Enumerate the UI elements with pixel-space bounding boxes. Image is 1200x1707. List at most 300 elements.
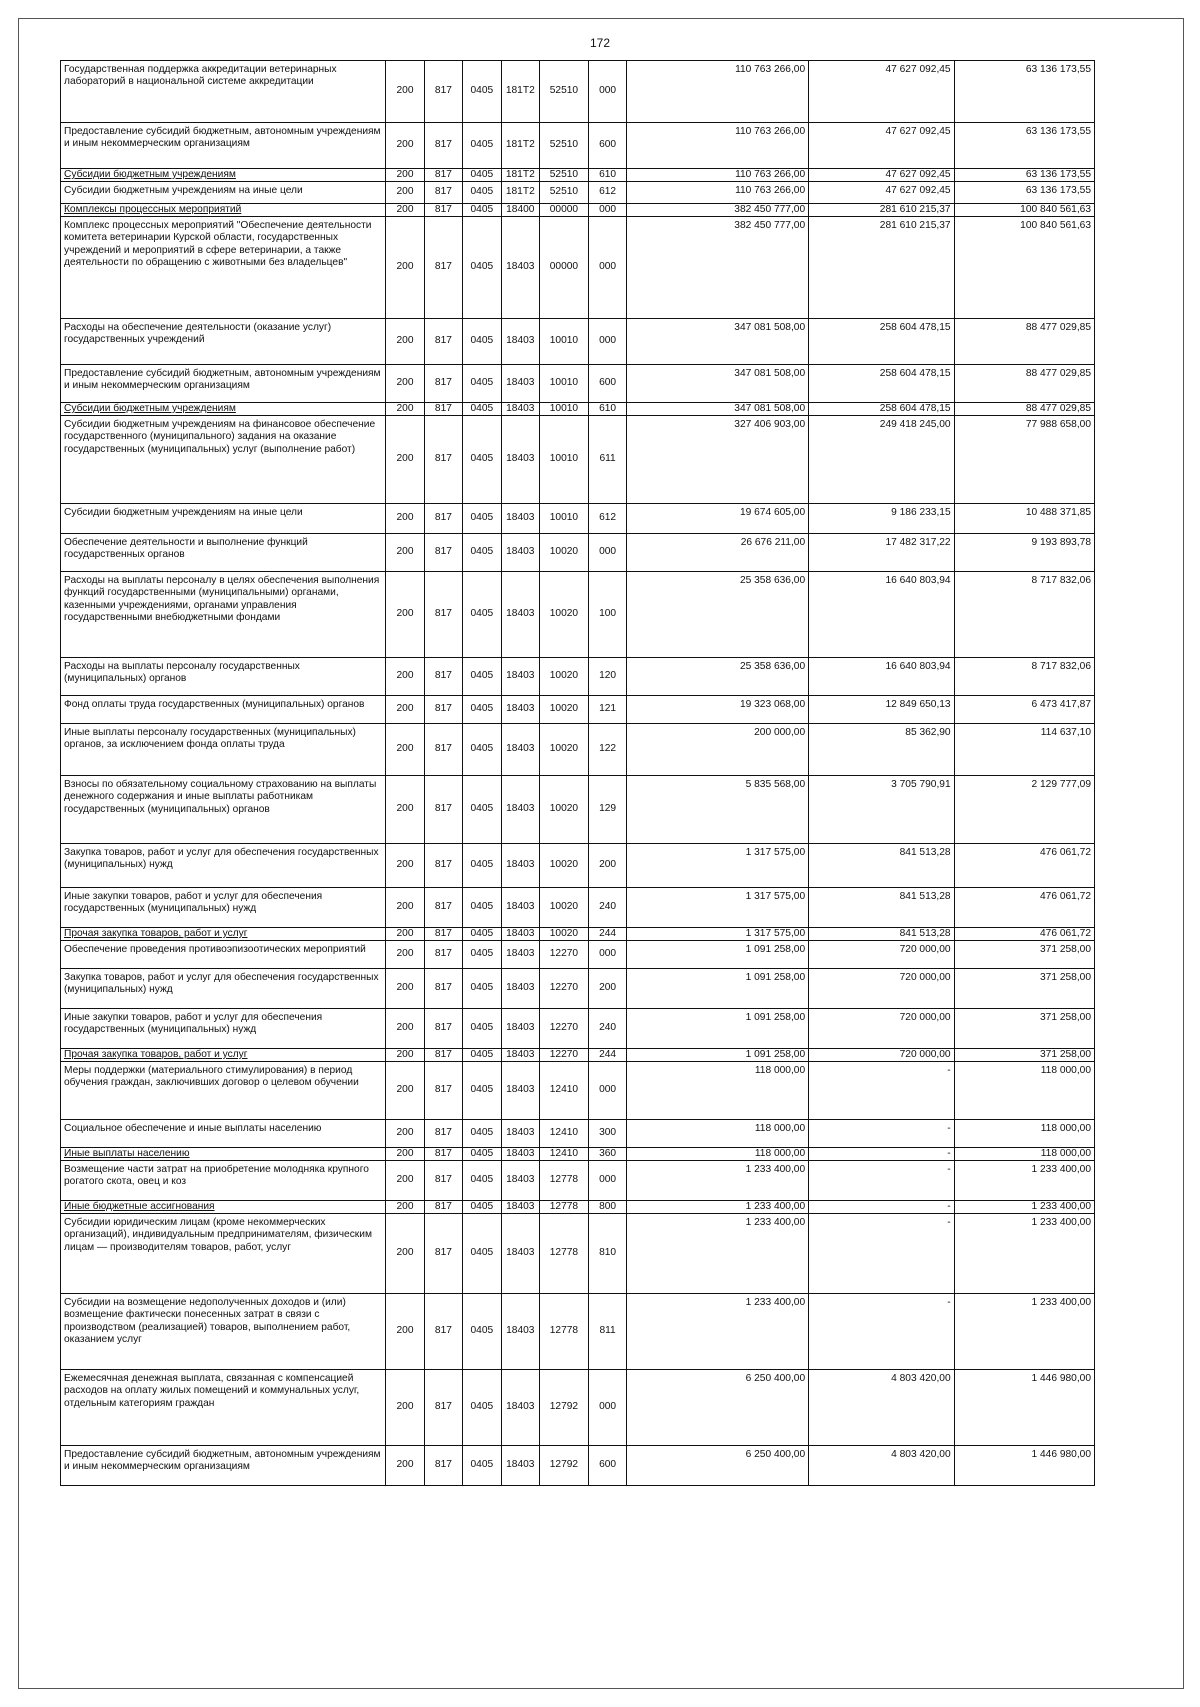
cell-direction: 10010 bbox=[540, 416, 589, 504]
cell-expense-type: 121 bbox=[588, 696, 626, 724]
cell-planned: 110 763 266,00 bbox=[627, 61, 809, 123]
cell-section: 200 bbox=[386, 928, 424, 941]
cell-executed: 47 627 092,45 bbox=[809, 169, 954, 182]
cell-name: Закупка товаров, работ и услуг для обеспечения государственных (муниципальных) нужд bbox=[61, 969, 386, 1009]
cell-planned: 347 081 508,00 bbox=[627, 319, 809, 365]
cell-section: 200 bbox=[386, 888, 424, 928]
cell-section: 200 bbox=[386, 941, 424, 969]
cell-executed: - bbox=[809, 1062, 954, 1120]
cell-name: Меры поддержки (материального стимулирования) в период обучения граждан, заключивших договор о целевом обучении bbox=[61, 1062, 386, 1120]
cell-remainder: 1 233 400,00 bbox=[954, 1161, 1094, 1201]
cell-name: Возмещение части затрат на приобретение молодняка крупного рогатого скота, овец и коз bbox=[61, 1161, 386, 1201]
cell-executed: - bbox=[809, 1201, 954, 1214]
table-row bbox=[61, 696, 1095, 724]
cell-section: 200 bbox=[386, 365, 424, 403]
cell-ministry: 817 bbox=[424, 61, 462, 123]
cell-executed: 841 513,28 bbox=[809, 928, 954, 941]
cell-name: Субсидии бюджетным учреждениям bbox=[61, 169, 386, 182]
cell-planned: 118 000,00 bbox=[627, 1148, 809, 1161]
cell-subsection: 0405 bbox=[463, 319, 501, 365]
cell-ministry: 817 bbox=[424, 658, 462, 696]
cell-name: Государственная поддержка аккредитации ветеринарных лабораторий в национальной системе аккредитации bbox=[61, 61, 386, 123]
cell-subsection: 0405 bbox=[463, 928, 501, 941]
cell-ministry: 817 bbox=[424, 1148, 462, 1161]
cell-planned: 26 676 211,00 bbox=[627, 534, 809, 572]
cell-name: Субсидии бюджетным учреждениям bbox=[61, 403, 386, 416]
cell-executed: 841 513,28 bbox=[809, 888, 954, 928]
cell-section: 200 bbox=[386, 403, 424, 416]
cell-subsection: 0405 bbox=[463, 888, 501, 928]
cell-expense-type: 810 bbox=[588, 1214, 626, 1294]
cell-remainder: 63 136 173,55 bbox=[954, 182, 1094, 204]
cell-subsection: 0405 bbox=[463, 658, 501, 696]
cell-remainder: 476 061,72 bbox=[954, 844, 1094, 888]
cell-section: 200 bbox=[386, 1049, 424, 1062]
cell-program: 18403 bbox=[501, 724, 539, 776]
cell-ministry: 817 bbox=[424, 969, 462, 1009]
cell-direction: 10020 bbox=[540, 572, 589, 658]
cell-planned: 382 450 777,00 bbox=[627, 204, 809, 217]
cell-program: 18403 bbox=[501, 1009, 539, 1049]
cell-executed: 4 803 420,00 bbox=[809, 1446, 954, 1486]
cell-direction: 12792 bbox=[540, 1446, 589, 1486]
cell-subsection: 0405 bbox=[463, 1446, 501, 1486]
cell-ministry: 817 bbox=[424, 416, 462, 504]
cell-ministry: 817 bbox=[424, 204, 462, 217]
cell-expense-type: 360 bbox=[588, 1148, 626, 1161]
cell-program: 18403 bbox=[501, 319, 539, 365]
cell-name: Предоставление субсидий бюджетным, автономным учреждениям и иным некоммерческим организациям bbox=[61, 365, 386, 403]
table-row bbox=[61, 1148, 1095, 1161]
cell-subsection: 0405 bbox=[463, 941, 501, 969]
cell-name: Прочая закупка товаров, работ и услуг bbox=[61, 928, 386, 941]
cell-expense-type: 000 bbox=[588, 61, 626, 123]
cell-section: 200 bbox=[386, 658, 424, 696]
cell-program: 18403 bbox=[501, 969, 539, 1009]
cell-direction: 10010 bbox=[540, 365, 589, 403]
cell-remainder: 118 000,00 bbox=[954, 1062, 1094, 1120]
cell-name: Обеспечение деятельности и выполнение функций государственных органов bbox=[61, 534, 386, 572]
cell-remainder: 2 129 777,09 bbox=[954, 776, 1094, 844]
cell-program: 18403 bbox=[501, 696, 539, 724]
cell-subsection: 0405 bbox=[463, 969, 501, 1009]
table-row bbox=[61, 572, 1095, 658]
cell-ministry: 817 bbox=[424, 365, 462, 403]
cell-ministry: 817 bbox=[424, 1294, 462, 1370]
cell-direction: 10020 bbox=[540, 844, 589, 888]
cell-direction: 12778 bbox=[540, 1161, 589, 1201]
cell-ministry: 817 bbox=[424, 724, 462, 776]
cell-section: 200 bbox=[386, 1148, 424, 1161]
cell-section: 200 bbox=[386, 844, 424, 888]
cell-remainder: 8 717 832,06 bbox=[954, 572, 1094, 658]
table-row bbox=[61, 182, 1095, 204]
cell-direction: 00000 bbox=[540, 204, 589, 217]
cell-subsection: 0405 bbox=[463, 169, 501, 182]
cell-section: 200 bbox=[386, 1370, 424, 1446]
cell-expense-type: 600 bbox=[588, 365, 626, 403]
cell-expense-type: 000 bbox=[588, 1161, 626, 1201]
cell-remainder: 371 258,00 bbox=[954, 969, 1094, 1009]
cell-program: 18403 bbox=[501, 534, 539, 572]
cell-planned: 347 081 508,00 bbox=[627, 403, 809, 416]
cell-direction: 12270 bbox=[540, 969, 589, 1009]
cell-direction: 10010 bbox=[540, 403, 589, 416]
cell-section: 200 bbox=[386, 504, 424, 534]
cell-executed: - bbox=[809, 1148, 954, 1161]
table-row bbox=[61, 61, 1095, 123]
table-row bbox=[61, 1120, 1095, 1148]
cell-direction: 10010 bbox=[540, 504, 589, 534]
cell-executed: 4 803 420,00 bbox=[809, 1370, 954, 1446]
cell-ministry: 817 bbox=[424, 1120, 462, 1148]
cell-ministry: 817 bbox=[424, 403, 462, 416]
cell-ministry: 817 bbox=[424, 182, 462, 204]
cell-section: 200 bbox=[386, 1120, 424, 1148]
cell-planned: 1 317 575,00 bbox=[627, 844, 809, 888]
cell-executed: 258 604 478,15 bbox=[809, 365, 954, 403]
cell-expense-type: 800 bbox=[588, 1201, 626, 1214]
cell-section: 200 bbox=[386, 204, 424, 217]
cell-name: Фонд оплаты труда государственных (муниципальных) органов bbox=[61, 696, 386, 724]
cell-ministry: 817 bbox=[424, 169, 462, 182]
cell-section: 200 bbox=[386, 1214, 424, 1294]
cell-name: Комплексы процессных мероприятий bbox=[61, 204, 386, 217]
cell-program: 18403 bbox=[501, 1161, 539, 1201]
cell-planned: 110 763 266,00 bbox=[627, 123, 809, 169]
table-row bbox=[61, 169, 1095, 182]
cell-subsection: 0405 bbox=[463, 61, 501, 123]
cell-direction: 52510 bbox=[540, 123, 589, 169]
table-row bbox=[61, 844, 1095, 888]
cell-direction: 12778 bbox=[540, 1214, 589, 1294]
cell-name: Иные выплаты населению bbox=[61, 1148, 386, 1161]
cell-remainder: 77 988 658,00 bbox=[954, 416, 1094, 504]
cell-section: 200 bbox=[386, 169, 424, 182]
cell-planned: 6 250 400,00 bbox=[627, 1446, 809, 1486]
cell-subsection: 0405 bbox=[463, 182, 501, 204]
cell-name: Субсидии бюджетным учреждениям на финансовое обеспечение государственного (муниципального) задания на оказание государственных (муниципальных) услуг (выполнение работ) bbox=[61, 416, 386, 504]
cell-remainder: 6 473 417,87 bbox=[954, 696, 1094, 724]
cell-executed: 720 000,00 bbox=[809, 1049, 954, 1062]
cell-ministry: 817 bbox=[424, 504, 462, 534]
cell-executed: 281 610 215,37 bbox=[809, 204, 954, 217]
cell-section: 200 bbox=[386, 61, 424, 123]
cell-subsection: 0405 bbox=[463, 204, 501, 217]
cell-planned: 5 835 568,00 bbox=[627, 776, 809, 844]
cell-program: 18403 bbox=[501, 941, 539, 969]
cell-planned: 118 000,00 bbox=[627, 1062, 809, 1120]
cell-program: 18403 bbox=[501, 1214, 539, 1294]
cell-ministry: 817 bbox=[424, 1201, 462, 1214]
cell-remainder: 476 061,72 bbox=[954, 888, 1094, 928]
cell-program: 18403 bbox=[501, 1049, 539, 1062]
cell-name: Комплекс процессных мероприятий "Обеспечение деятельности комитета ветеринарии Курской области, государственных учреждений и мероприятий в сфере ветеринарии, а также деятельности по обращению с животными без владельцев" bbox=[61, 217, 386, 319]
cell-expense-type: 000 bbox=[588, 1062, 626, 1120]
cell-executed: - bbox=[809, 1161, 954, 1201]
cell-expense-type: 244 bbox=[588, 1049, 626, 1062]
cell-executed: 249 418 245,00 bbox=[809, 416, 954, 504]
cell-name: Социальное обеспечение и иные выплаты населению bbox=[61, 1120, 386, 1148]
cell-program: 18403 bbox=[501, 416, 539, 504]
cell-ministry: 817 bbox=[424, 844, 462, 888]
cell-remainder: 10 488 371,85 bbox=[954, 504, 1094, 534]
cell-section: 200 bbox=[386, 534, 424, 572]
cell-ministry: 817 bbox=[424, 1446, 462, 1486]
table-row bbox=[61, 1009, 1095, 1049]
cell-ministry: 817 bbox=[424, 941, 462, 969]
cell-subsection: 0405 bbox=[463, 1294, 501, 1370]
table-row bbox=[61, 888, 1095, 928]
cell-subsection: 0405 bbox=[463, 724, 501, 776]
cell-section: 200 bbox=[386, 182, 424, 204]
cell-remainder: 88 477 029,85 bbox=[954, 365, 1094, 403]
cell-executed: 720 000,00 bbox=[809, 969, 954, 1009]
cell-program: 18403 bbox=[501, 888, 539, 928]
budget-table bbox=[60, 60, 1095, 1486]
cell-section: 200 bbox=[386, 416, 424, 504]
cell-subsection: 0405 bbox=[463, 416, 501, 504]
table-row bbox=[61, 504, 1095, 534]
cell-name: Иные выплаты персоналу государственных (муниципальных) органов, за исключением фонда оплаты труда bbox=[61, 724, 386, 776]
cell-planned: 327 406 903,00 bbox=[627, 416, 809, 504]
cell-name: Субсидии юридическим лицам (кроме некоммерческих организаций), индивидуальным предпринимателям, физическим лицам — производителям товаров, работ, услуг bbox=[61, 1214, 386, 1294]
cell-name: Ежемесячная денежная выплата, связанная с компенсацией расходов на оплату жилых помещений и коммунальных услуг, отдельным категориям граждан bbox=[61, 1370, 386, 1446]
cell-expense-type: 000 bbox=[588, 534, 626, 572]
table-row bbox=[61, 776, 1095, 844]
cell-program: 18403 bbox=[501, 776, 539, 844]
cell-subsection: 0405 bbox=[463, 365, 501, 403]
cell-direction: 52510 bbox=[540, 182, 589, 204]
table-row bbox=[61, 1062, 1095, 1120]
cell-subsection: 0405 bbox=[463, 1062, 501, 1120]
cell-remainder: 371 258,00 bbox=[954, 1009, 1094, 1049]
cell-executed: - bbox=[809, 1214, 954, 1294]
cell-remainder: 1 446 980,00 bbox=[954, 1446, 1094, 1486]
table-row bbox=[61, 416, 1095, 504]
cell-section: 200 bbox=[386, 724, 424, 776]
cell-executed: - bbox=[809, 1294, 954, 1370]
cell-planned: 1 233 400,00 bbox=[627, 1294, 809, 1370]
cell-subsection: 0405 bbox=[463, 1049, 501, 1062]
cell-program: 18403 bbox=[501, 403, 539, 416]
cell-ministry: 817 bbox=[424, 1370, 462, 1446]
cell-program: 18403 bbox=[501, 1294, 539, 1370]
cell-executed: - bbox=[809, 1120, 954, 1148]
cell-remainder: 1 233 400,00 bbox=[954, 1214, 1094, 1294]
cell-expense-type: 611 bbox=[588, 416, 626, 504]
cell-section: 200 bbox=[386, 572, 424, 658]
cell-expense-type: 100 bbox=[588, 572, 626, 658]
cell-executed: 841 513,28 bbox=[809, 844, 954, 888]
cell-remainder: 100 840 561,63 bbox=[954, 217, 1094, 319]
cell-section: 200 bbox=[386, 1062, 424, 1120]
cell-planned: 25 358 636,00 bbox=[627, 572, 809, 658]
page-number: 172 bbox=[589, 36, 611, 50]
cell-program: 18403 bbox=[501, 1120, 539, 1148]
cell-direction: 12270 bbox=[540, 1049, 589, 1062]
cell-executed: 281 610 215,37 bbox=[809, 217, 954, 319]
cell-program: 18403 bbox=[501, 658, 539, 696]
cell-planned: 6 250 400,00 bbox=[627, 1370, 809, 1446]
table-row bbox=[61, 1214, 1095, 1294]
cell-planned: 1 091 258,00 bbox=[627, 1009, 809, 1049]
cell-executed: 47 627 092,45 bbox=[809, 61, 954, 123]
cell-program: 181Т2 bbox=[501, 169, 539, 182]
cell-expense-type: 612 bbox=[588, 504, 626, 534]
cell-remainder: 63 136 173,55 bbox=[954, 169, 1094, 182]
cell-direction: 10020 bbox=[540, 724, 589, 776]
cell-expense-type: 000 bbox=[588, 217, 626, 319]
cell-planned: 347 081 508,00 bbox=[627, 365, 809, 403]
cell-planned: 200 000,00 bbox=[627, 724, 809, 776]
table-row bbox=[61, 1446, 1095, 1486]
cell-program: 181Т2 bbox=[501, 123, 539, 169]
cell-executed: 258 604 478,15 bbox=[809, 319, 954, 365]
cell-remainder: 371 258,00 bbox=[954, 1049, 1094, 1062]
cell-program: 18403 bbox=[501, 1201, 539, 1214]
cell-program: 18403 bbox=[501, 844, 539, 888]
cell-planned: 19 323 068,00 bbox=[627, 696, 809, 724]
table-row bbox=[61, 1161, 1095, 1201]
cell-expense-type: 600 bbox=[588, 123, 626, 169]
cell-remainder: 88 477 029,85 bbox=[954, 319, 1094, 365]
cell-expense-type: 200 bbox=[588, 844, 626, 888]
cell-subsection: 0405 bbox=[463, 696, 501, 724]
cell-remainder: 1 446 980,00 bbox=[954, 1370, 1094, 1446]
cell-expense-type: 610 bbox=[588, 403, 626, 416]
cell-subsection: 0405 bbox=[463, 1120, 501, 1148]
cell-program: 18403 bbox=[501, 365, 539, 403]
cell-ministry: 817 bbox=[424, 888, 462, 928]
cell-name: Прочая закупка товаров, работ и услуг bbox=[61, 1049, 386, 1062]
cell-subsection: 0405 bbox=[463, 572, 501, 658]
cell-executed: 3 705 790,91 bbox=[809, 776, 954, 844]
cell-subsection: 0405 bbox=[463, 534, 501, 572]
cell-remainder: 8 717 832,06 bbox=[954, 658, 1094, 696]
cell-subsection: 0405 bbox=[463, 1161, 501, 1201]
cell-section: 200 bbox=[386, 969, 424, 1009]
cell-executed: 16 640 803,94 bbox=[809, 658, 954, 696]
cell-section: 200 bbox=[386, 1009, 424, 1049]
cell-direction: 10020 bbox=[540, 696, 589, 724]
cell-section: 200 bbox=[386, 217, 424, 319]
cell-subsection: 0405 bbox=[463, 1148, 501, 1161]
cell-direction: 12778 bbox=[540, 1294, 589, 1370]
cell-executed: 12 849 650,13 bbox=[809, 696, 954, 724]
cell-section: 200 bbox=[386, 1294, 424, 1370]
cell-ministry: 817 bbox=[424, 534, 462, 572]
table-body bbox=[61, 61, 1095, 1486]
cell-expense-type: 000 bbox=[588, 1370, 626, 1446]
cell-planned: 1 091 258,00 bbox=[627, 941, 809, 969]
cell-executed: 85 362,90 bbox=[809, 724, 954, 776]
cell-direction: 12270 bbox=[540, 1009, 589, 1049]
cell-expense-type: 600 bbox=[588, 1446, 626, 1486]
cell-direction: 12778 bbox=[540, 1201, 589, 1214]
table-row bbox=[61, 319, 1095, 365]
cell-expense-type: 000 bbox=[588, 941, 626, 969]
cell-subsection: 0405 bbox=[463, 1009, 501, 1049]
cell-program: 181Т2 bbox=[501, 182, 539, 204]
cell-remainder: 476 061,72 bbox=[954, 928, 1094, 941]
cell-remainder: 371 258,00 bbox=[954, 941, 1094, 969]
cell-expense-type: 129 bbox=[588, 776, 626, 844]
cell-section: 200 bbox=[386, 696, 424, 724]
cell-name: Предоставление субсидий бюджетным, автономным учреждениям и иным некоммерческим организациям bbox=[61, 123, 386, 169]
cell-planned: 118 000,00 bbox=[627, 1120, 809, 1148]
table-row bbox=[61, 204, 1095, 217]
cell-program: 18403 bbox=[501, 572, 539, 658]
cell-executed: 17 482 317,22 bbox=[809, 534, 954, 572]
cell-subsection: 0405 bbox=[463, 217, 501, 319]
cell-planned: 1 317 575,00 bbox=[627, 928, 809, 941]
cell-name: Субсидии на возмещение недополученных доходов и (или) возмещение фактически понесенных затрат в связи с производством (реализацией) товаров, выполнением работ, оказанием услуг bbox=[61, 1294, 386, 1370]
cell-name: Расходы на обеспечение деятельности (оказание услуг) государственных учреждений bbox=[61, 319, 386, 365]
cell-expense-type: 240 bbox=[588, 888, 626, 928]
cell-expense-type: 300 bbox=[588, 1120, 626, 1148]
cell-direction: 52510 bbox=[540, 169, 589, 182]
cell-subsection: 0405 bbox=[463, 776, 501, 844]
cell-remainder: 114 637,10 bbox=[954, 724, 1094, 776]
cell-subsection: 0405 bbox=[463, 403, 501, 416]
cell-remainder: 100 840 561,63 bbox=[954, 204, 1094, 217]
cell-program: 18403 bbox=[501, 1062, 539, 1120]
cell-subsection: 0405 bbox=[463, 504, 501, 534]
cell-expense-type: 000 bbox=[588, 204, 626, 217]
cell-expense-type: 811 bbox=[588, 1294, 626, 1370]
cell-executed: 720 000,00 bbox=[809, 941, 954, 969]
cell-name: Субсидии бюджетным учреждениям на иные цели bbox=[61, 182, 386, 204]
cell-program: 18403 bbox=[501, 1370, 539, 1446]
cell-direction: 00000 bbox=[540, 217, 589, 319]
cell-executed: 47 627 092,45 bbox=[809, 182, 954, 204]
cell-name: Расходы на выплаты персоналу государственных (муниципальных) органов bbox=[61, 658, 386, 696]
cell-ministry: 817 bbox=[424, 1009, 462, 1049]
cell-remainder: 1 233 400,00 bbox=[954, 1201, 1094, 1214]
cell-section: 200 bbox=[386, 776, 424, 844]
cell-remainder: 9 193 893,78 bbox=[954, 534, 1094, 572]
cell-direction: 12410 bbox=[540, 1120, 589, 1148]
cell-remainder: 1 233 400,00 bbox=[954, 1294, 1094, 1370]
table-row bbox=[61, 534, 1095, 572]
cell-expense-type: 244 bbox=[588, 928, 626, 941]
cell-name: Субсидии бюджетным учреждениям на иные цели bbox=[61, 504, 386, 534]
cell-name: Иные бюджетные ассигнования bbox=[61, 1201, 386, 1214]
cell-ministry: 817 bbox=[424, 1161, 462, 1201]
table-row bbox=[61, 658, 1095, 696]
cell-planned: 25 358 636,00 bbox=[627, 658, 809, 696]
cell-section: 200 bbox=[386, 319, 424, 365]
cell-executed: 16 640 803,94 bbox=[809, 572, 954, 658]
cell-remainder: 88 477 029,85 bbox=[954, 403, 1094, 416]
table-row bbox=[61, 403, 1095, 416]
cell-ministry: 817 bbox=[424, 776, 462, 844]
table-row bbox=[61, 724, 1095, 776]
cell-name: Обеспечение проведения противоэпизоотических мероприятий bbox=[61, 941, 386, 969]
cell-ministry: 817 bbox=[424, 1062, 462, 1120]
cell-expense-type: 000 bbox=[588, 319, 626, 365]
table-row bbox=[61, 365, 1095, 403]
cell-remainder: 63 136 173,55 bbox=[954, 123, 1094, 169]
cell-planned: 1 233 400,00 bbox=[627, 1161, 809, 1201]
cell-section: 200 bbox=[386, 1201, 424, 1214]
cell-ministry: 817 bbox=[424, 217, 462, 319]
cell-program: 18400 bbox=[501, 204, 539, 217]
cell-subsection: 0405 bbox=[463, 1370, 501, 1446]
table-row bbox=[61, 1294, 1095, 1370]
cell-planned: 1 091 258,00 bbox=[627, 1049, 809, 1062]
